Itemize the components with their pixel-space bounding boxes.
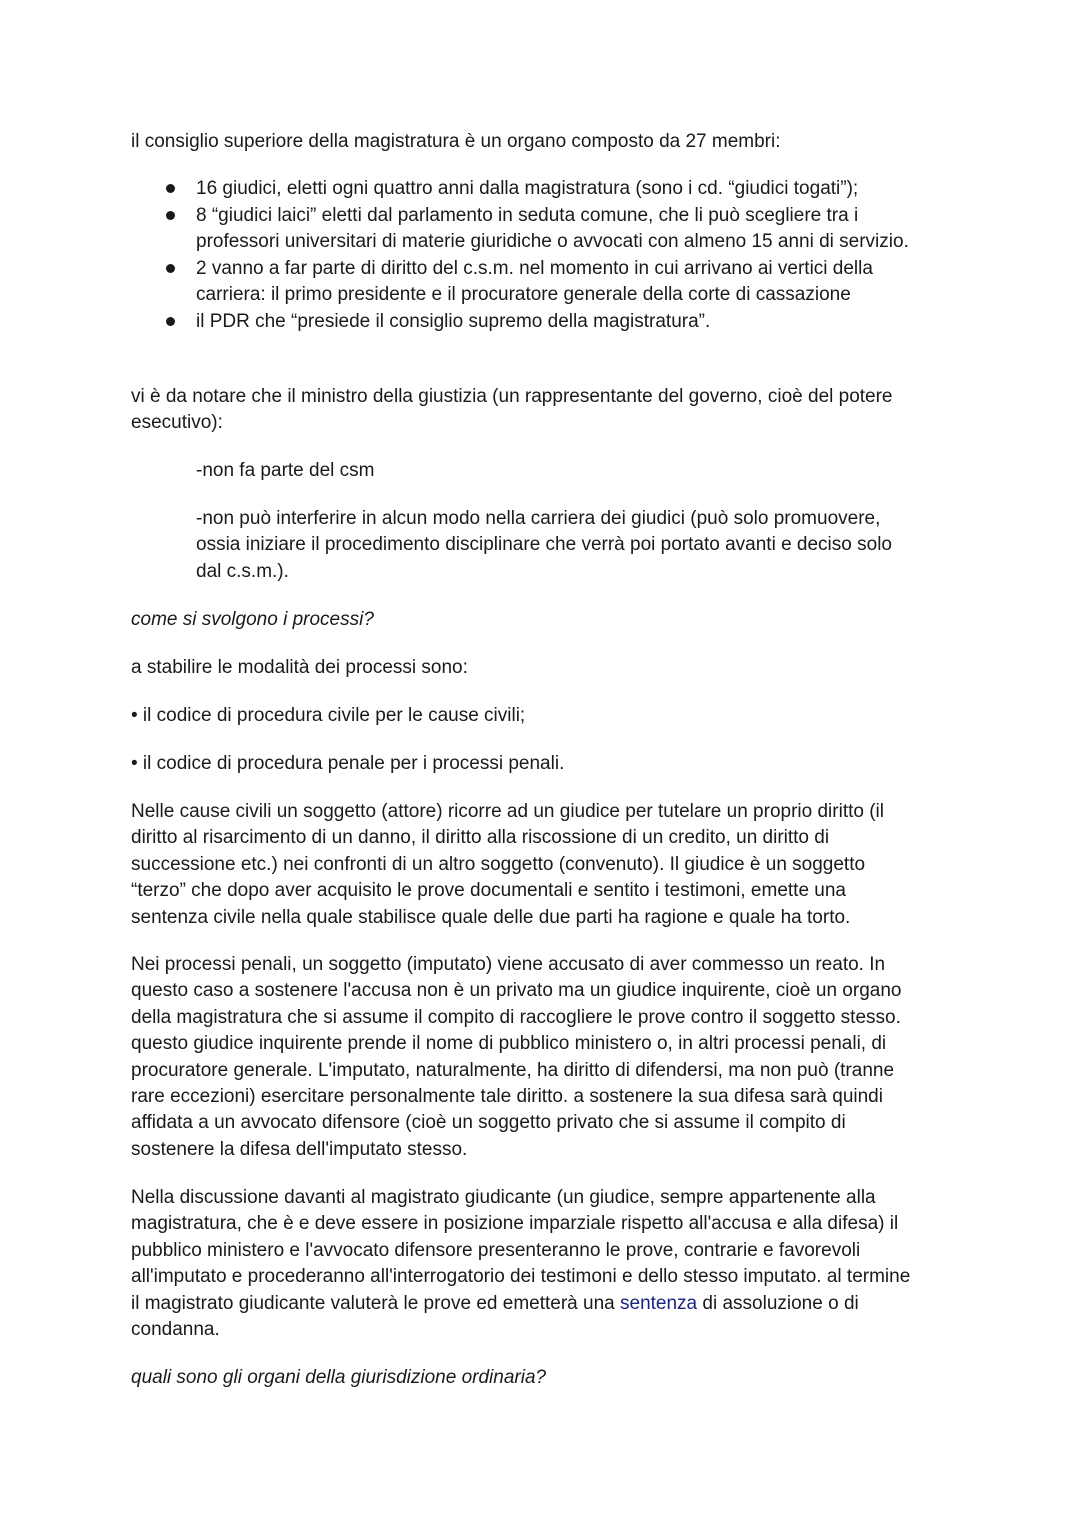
trial-text-end: di assoluzione o di condanna. <box>131 1292 859 1341</box>
bullet-dot <box>166 211 175 220</box>
trial-paragraph <box>131 1185 910 1343</box>
codes-intro: a stabilire le modalità dei processi sono: <box>131 657 468 678</box>
civil-paragraph: Nelle cause civili un soggetto (attore) ricorre ad un giudice per tutelare un proprio diritto (il diritto al risarcimento di un danno, il diritto alla riscossione di un credito, un diritto di successione etc.) nei confronti di un altro soggetto (convenuto). Il giudice è un soggetto “terzo” che dopo aver acquisito le prove documentali e sentito i testimoni, emette una sentenza civile nella quale stabilisce quale delle due parti ha ragione e quale ha torto. <box>131 801 884 928</box>
bullet-dot <box>166 317 175 326</box>
member-item: 16 giudici, eletti ogni quattro anni dalla magistratura (sono i cd. “giudici togati”); <box>196 178 859 199</box>
member-item: 8 “giudici laici” eletti dal parlamento in seduta comune, che li può scegliere tra i professori universitari di materie giuridiche o avvocati con almeno 15 anni di servizio. <box>196 205 909 253</box>
sentenza-link[interactable]: sentenza <box>620 1292 698 1314</box>
minister-point: -non fa parte del csm <box>196 460 375 481</box>
question-heading: quali sono gli organi della giurisdizione ordinaria? <box>131 1367 547 1388</box>
member-item: 2 vanno a far parte di diritto del c.s.m. nel momento in cui arrivano ai vertici della carriera: il primo presidente e il procuratore generale della corte di cassazione <box>196 258 873 306</box>
trial-text: Nella discussione davanti al magistrato giudicante (un giudice, sempre appartenente alla magistratura, che è e deve essere in posizione imparziale rispetto all'accusa e alla difesa) il pubblico ministero e l'avvocato difensore presenteranno le prove, contrarie e favorevoli all'imputato e procederanno all'interrogatorio dei testimoni e dello stesso imputato. al termine il magistrato giudicante valuterà le prove ed emetterà una <box>131 1187 911 1314</box>
member-item: il PDR che “presiede il consiglio supremo della magistratura”. <box>196 311 711 332</box>
code-item: • il codice di procedura penale per i processi penali. <box>131 753 565 774</box>
code-item: • il codice di procedura civile per le cause civili; <box>131 705 526 726</box>
question-heading: come si svolgono i processi? <box>131 609 374 630</box>
minister-point: -non può interferire in alcun modo nella carriera dei giudici (può solo promuovere, ossia iniziare il procedimento disciplinare che verrà poi portato avanti e deciso solo dal c.s.m.). <box>196 508 892 582</box>
bullet-dot <box>166 184 175 193</box>
bullet-dot <box>166 264 175 273</box>
minister-note: vi è da notare che il ministro della giustizia (un rappresentante del governo, cioè del potere esecutivo): <box>131 386 893 434</box>
penal-paragraph: Nei processi penali, un soggetto (imputato) viene accusato di aver commesso un reato. In questo caso a sostenere l'accusa non è un privato ma un giudice inquirente, cioè un organo della magistratura che si assume il compito di raccogliere le prove contro il soggetto stesso. questo giudice inquirente prende il nome di pubblico ministero o, in altri processi penali, di procuratore generale. L'imputato, naturalmente, ha diritto di difendersi, ma non può (tranne rare eccezioni) esercitare personalmente tale diritto. a sostenere la sua difesa sarà quindi affidata a un avvocato difensore (cioè un soggetto privato che si assume il compito di sostenere la difesa dell'imputato stesso. <box>131 954 902 1160</box>
intro-text: il consiglio superiore della magistratura è un organo composto da 27 membri: <box>131 131 781 152</box>
